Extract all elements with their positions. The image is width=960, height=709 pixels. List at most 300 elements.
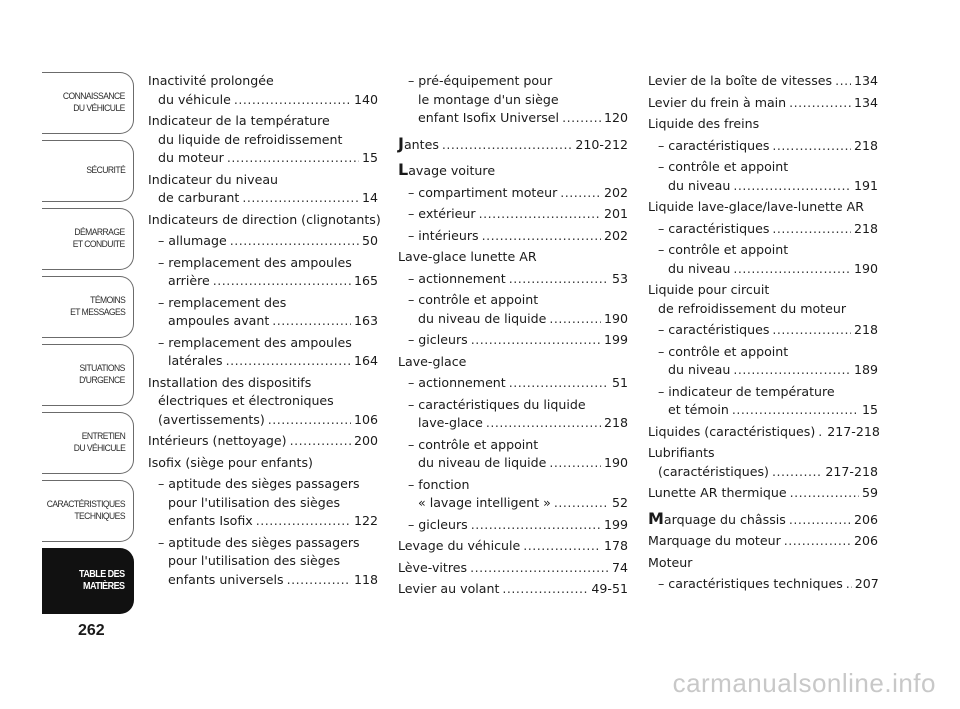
- index-entry: [398, 353, 628, 372]
- leader-dots: [549, 454, 601, 473]
- page-reference[interactable]: 199: [603, 516, 628, 532]
- chapter-tab[interactable]: [42, 276, 134, 338]
- chapter-tab[interactable]: [42, 548, 134, 614]
- page-reference[interactable]: 53: [611, 270, 628, 286]
- index-entry-line: [408, 331, 628, 350]
- index-entry-text: Levage du véhicule: [398, 538, 521, 553]
- index-entry-line: [648, 281, 878, 300]
- leader-dots: [818, 423, 824, 442]
- index-entry-line: [648, 423, 878, 442]
- index-entry-text: Lève-vitres: [398, 559, 468, 575]
- leader-dots: [234, 91, 351, 110]
- leader-dots: [772, 137, 851, 156]
- leader-dots: [549, 310, 601, 329]
- index-entry: [398, 248, 628, 267]
- index-entry-line: [658, 321, 878, 340]
- index-entry-line: [158, 334, 378, 353]
- index-entry-text: Liquide pour circuit: [648, 282, 770, 297]
- index-entry: [398, 580, 628, 599]
- leader-dots: [733, 177, 851, 196]
- page-reference[interactable]: 218: [603, 415, 628, 430]
- index-entry-line: [648, 300, 878, 319]
- page-reference[interactable]: 201: [603, 206, 628, 221]
- page-reference[interactable]: 178: [603, 538, 628, 553]
- index-entry-line: [148, 72, 378, 91]
- watermark: carmanualsonline.info: [672, 668, 936, 698]
- page-reference[interactable]: 202: [603, 184, 628, 200]
- index-entry-text: « lavage intelligent »: [418, 495, 551, 510]
- index-entry-text: – gicleurs: [408, 332, 468, 347]
- index-entry-text: enfant Isofix Universel: [418, 110, 560, 125]
- index-entry: [398, 227, 628, 246]
- index-entry-text: – remplacement des ampoules: [158, 254, 352, 270]
- chapter-tab-label: CONNAISSANCE DU VÉHICULE: [63, 91, 125, 114]
- index-entry-text: – contrôle et appoint: [658, 343, 789, 359]
- leader-dots: [486, 414, 601, 433]
- index-entry-text: – aptitude des sièges passagers: [158, 534, 360, 550]
- index-entry: [398, 161, 628, 181]
- index-entry-line: [408, 396, 628, 415]
- index-entry-text: arquage du châssis: [663, 511, 786, 527]
- index-entry-line: [148, 91, 378, 110]
- index-entry-text: – contrôle et appoint: [408, 292, 539, 307]
- page-reference[interactable]: 134: [853, 73, 878, 88]
- page-reference[interactable]: 217-218: [827, 423, 880, 439]
- index-entry-line: [408, 374, 628, 393]
- page-reference[interactable]: 190: [603, 455, 628, 470]
- index-entry-text: antes: [403, 136, 439, 152]
- index-entry-text: du véhicule: [158, 91, 231, 107]
- leader-dots: [471, 331, 601, 350]
- index-entry-text: arrière: [168, 273, 210, 288]
- index-entry: [648, 532, 878, 551]
- leader-dots: [479, 205, 601, 224]
- page-reference[interactable]: 207: [854, 576, 879, 591]
- index-entry-text: enfants Isofix: [168, 513, 253, 528]
- index-entry: [648, 444, 878, 481]
- leader-dots: [482, 227, 601, 246]
- index-entry: [648, 321, 878, 340]
- leader-dots: [789, 94, 851, 113]
- index-entry-line: [658, 343, 878, 362]
- index-entry-line: [148, 189, 378, 208]
- index-entry-line: [658, 241, 878, 260]
- index-entry-line: [648, 198, 878, 217]
- index-entry: [648, 281, 878, 318]
- index-entry: [648, 220, 878, 239]
- leader-dots: [790, 484, 859, 503]
- page-reference[interactable]: 206: [853, 533, 878, 548]
- index-entry-line: [408, 310, 628, 329]
- index-entry-line: [408, 270, 628, 289]
- index-entry: [648, 554, 878, 573]
- index-entry-line: [408, 91, 628, 110]
- leader-dots: [226, 352, 351, 371]
- index-entry-text: – aptitude des sièges passagers: [158, 476, 360, 491]
- chapter-tab-label: CARACTÉRISTIQUES TECHNIQUES: [46, 499, 125, 522]
- index-entry: [398, 396, 628, 433]
- index-entry-line: [398, 559, 628, 578]
- index-entry-line: [658, 383, 878, 402]
- index-entry-line: [408, 291, 628, 310]
- page-reference[interactable]: 140: [353, 91, 378, 107]
- page-reference[interactable]: 15: [861, 402, 878, 417]
- index-entry-line: [148, 432, 378, 451]
- index-entry-line: [658, 260, 878, 279]
- leader-dots: [733, 361, 851, 380]
- index-entry-text: Liquide des freins: [648, 116, 760, 131]
- index-entry-text: pour l'utilisation des sièges: [168, 553, 341, 568]
- index-entry-text: Inactivité prolongée: [148, 73, 274, 88]
- leader-dots: [846, 575, 852, 594]
- index-entry-text: Lubrifiants: [648, 445, 715, 460]
- index-entry-line: [408, 476, 628, 495]
- index-entry-text: du niveau de liquide: [418, 310, 547, 326]
- index-entry-line: [408, 205, 628, 224]
- index-entry: [148, 432, 378, 451]
- chapter-tab[interactable]: [42, 412, 134, 474]
- index-entry-text: – caractéristiques: [658, 220, 770, 236]
- index-entry: [398, 270, 628, 289]
- index-entry-text: Lave-glace: [398, 353, 467, 369]
- page-reference[interactable]: 199: [603, 332, 628, 347]
- leader-dots: [287, 571, 351, 590]
- leader-dots: [471, 516, 601, 535]
- index-entry-text: Indicateur du niveau: [148, 171, 279, 187]
- chapter-tab-label: SITUATIONS D'URGENCE: [79, 363, 125, 386]
- index-entry-text: – caractéristiques: [658, 322, 770, 337]
- page-reference[interactable]: 218: [853, 137, 878, 153]
- index-entry: [398, 72, 628, 128]
- index-entry-text: du moteur: [158, 150, 224, 165]
- index-entry-line: [148, 211, 381, 230]
- index-entry-line: [158, 552, 378, 571]
- index-entry: [648, 343, 878, 380]
- page-reference[interactable]: 51: [611, 375, 628, 390]
- index-entry-line: [408, 227, 628, 246]
- index-entry-text: – pré-équipement pour: [408, 73, 553, 88]
- page-reference[interactable]: 218: [853, 220, 878, 236]
- index-entry: [648, 383, 878, 420]
- index-entry: [148, 254, 378, 291]
- page-reference[interactable]: 202: [603, 227, 628, 243]
- index-entry-line: [158, 475, 378, 494]
- chapter-tabs: [42, 72, 134, 620]
- section-letter: J: [398, 133, 404, 153]
- page-reference[interactable]: 200: [353, 433, 378, 448]
- index-entry-text: électriques et électroniques: [158, 393, 334, 408]
- index-entry-text: – allumage: [158, 233, 227, 248]
- index-entry-line: [658, 137, 878, 156]
- index-entry: [398, 559, 628, 578]
- index-entry-line: [158, 352, 378, 371]
- index-entry-text: pour l'utilisation des sièges: [168, 494, 341, 510]
- leader-dots: [470, 559, 609, 578]
- index-entry: [398, 476, 628, 513]
- index-entry-text: le montage d'un siège: [418, 91, 559, 107]
- index-entry: [648, 241, 878, 278]
- index-entry-text: du liquide de refroidissement: [158, 131, 343, 147]
- leader-dots: [772, 220, 851, 239]
- page-reference[interactable]: 106: [353, 411, 378, 427]
- page-reference[interactable]: 190: [603, 310, 628, 326]
- index-entry: [398, 516, 628, 535]
- index-entry-text: – contrôle et appoint: [658, 159, 789, 174]
- index-entry: [398, 291, 628, 328]
- leader-dots: [509, 374, 609, 393]
- index-entry-text: avage voiture: [408, 163, 496, 178]
- page-reference[interactable]: 210-212: [575, 136, 628, 152]
- leader-dots: [502, 580, 588, 599]
- page-reference[interactable]: 164: [353, 353, 378, 368]
- index-entry-line: [158, 312, 378, 331]
- index-entry-text: lave-glace: [418, 415, 483, 430]
- index-entry-line: [148, 374, 378, 393]
- index-entry-text: Marquage du moteur: [648, 533, 781, 548]
- index-entry: [148, 534, 378, 590]
- index-entry-line: [408, 516, 628, 535]
- chapter-tab-label: DÉMARRAGE ET CONDUITE: [73, 227, 125, 250]
- index-entry-line: [408, 72, 628, 91]
- section-letter: M: [648, 508, 664, 528]
- index-entry-text: – actionnement: [408, 270, 506, 286]
- page-reference[interactable]: 52: [611, 495, 628, 510]
- index-entry-line: [648, 484, 878, 503]
- index-entry-line: [408, 414, 628, 433]
- index-entry-text: Levier de la boîte de vitesses: [648, 73, 833, 88]
- index-entry: [148, 72, 378, 109]
- page-reference[interactable]: 122: [353, 513, 378, 528]
- index-entry: [648, 198, 878, 217]
- leader-dots: [789, 511, 851, 530]
- index-entry-line: [158, 272, 378, 291]
- page-reference[interactable]: 163: [353, 313, 378, 328]
- index-entry-line: [148, 112, 378, 131]
- index-entry-text: – indicateur de température: [658, 383, 835, 399]
- index-entry: [398, 331, 628, 350]
- index-entry-text: Liquide lave-glace/lave-lunette AR: [648, 199, 864, 214]
- chapter-tab[interactable]: [42, 344, 134, 406]
- index-entry-line: [658, 575, 878, 594]
- leader-dots: [560, 184, 601, 203]
- index-entry-line: [398, 248, 628, 267]
- index-entry-line: [658, 401, 878, 420]
- leader-dots: [772, 321, 851, 340]
- index-entry-line: [408, 494, 628, 513]
- index-entry-text: du niveau: [668, 177, 731, 193]
- index-entry-text: – actionnement: [408, 375, 506, 390]
- index-entry-line: [158, 571, 378, 590]
- leader-dots: [523, 537, 601, 556]
- index-entry: [148, 374, 378, 430]
- index-entry-line: [148, 131, 378, 150]
- index-entry-line: [148, 149, 378, 168]
- index-entry-text: du niveau: [668, 260, 731, 276]
- index-entry-text: latérales: [168, 353, 223, 368]
- index-entry-line: [658, 177, 878, 196]
- index-entry-text: du niveau de liquide: [418, 455, 547, 470]
- index-entry-line: [158, 294, 378, 313]
- index-entry-text: ampoules avant: [168, 313, 270, 328]
- index-entry-line: [408, 109, 628, 128]
- page-reference[interactable]: 165: [353, 273, 378, 288]
- index-entry-text: – contrôle et appoint: [408, 436, 539, 452]
- leader-dots: [772, 463, 822, 482]
- index-entry: [648, 484, 878, 503]
- index-entry-text: Lave-glace lunette AR: [398, 249, 537, 264]
- leader-dots: [509, 270, 609, 289]
- index-entry-text: Liquides (caractéristiques): [648, 423, 816, 439]
- leader-dots: [230, 232, 359, 251]
- index-entry-text: – caractéristiques: [658, 137, 770, 153]
- index-entry-line: [648, 463, 878, 482]
- index-entry-text: – caractéristiques du liquide: [408, 396, 586, 412]
- index-column-1: [148, 72, 381, 589]
- leader-dots: [213, 272, 351, 291]
- index-entry-text: et témoin: [668, 402, 729, 417]
- page-reference[interactable]: 190: [853, 260, 878, 276]
- index-entry: [648, 575, 878, 594]
- index-entry-text: Intérieurs (nettoyage): [148, 433, 287, 448]
- index-entry-line: [158, 254, 378, 273]
- chapter-tab[interactable]: [42, 72, 134, 134]
- page-reference[interactable]: 218: [853, 322, 878, 337]
- page-reference[interactable]: 118: [353, 571, 378, 587]
- index-entry-line: [648, 554, 878, 573]
- index-entry-text: – caractéristiques techniques: [658, 576, 843, 591]
- page-reference[interactable]: 217-218: [825, 463, 878, 479]
- leader-dots: [242, 189, 359, 208]
- page-reference[interactable]: 206: [853, 511, 878, 527]
- page-reference[interactable]: 189: [853, 362, 878, 377]
- index-entry-line: [158, 494, 378, 513]
- index-entry-line: [658, 361, 878, 380]
- section-letter: L: [398, 160, 409, 179]
- index-entry-text: Indicateur de la température: [148, 113, 330, 128]
- index-column-3: [648, 72, 878, 594]
- index-entry-text: (caractéristiques): [658, 463, 769, 479]
- index-entry-line: [148, 392, 378, 411]
- leader-dots: [554, 494, 609, 513]
- index-entry: [148, 475, 378, 531]
- index-entry-line: [398, 580, 628, 599]
- index-entry-text: – intérieurs: [408, 227, 479, 243]
- index-entry-line: [158, 512, 378, 531]
- index-entry: [148, 232, 378, 251]
- index-entry: [648, 94, 878, 113]
- index-entry-text: – remplacement des: [158, 294, 287, 310]
- index-entry-line: [648, 72, 878, 91]
- index-entry: [398, 374, 628, 393]
- index-entry: [148, 294, 378, 331]
- index-entry-text: – extérieur: [408, 206, 476, 221]
- leader-dots: [733, 260, 851, 279]
- leader-dots: [784, 532, 851, 551]
- index-entry-text: Installation des dispositifs: [148, 374, 312, 390]
- leader-dots: [227, 149, 359, 168]
- page-reference[interactable]: 191: [853, 177, 878, 193]
- index-entry: [398, 436, 628, 473]
- index-entry: [648, 137, 878, 156]
- index-entry-line: [648, 532, 878, 551]
- page-reference[interactable]: 50: [361, 233, 378, 248]
- index-entry-text: – contrôle et appoint: [658, 242, 789, 257]
- page-reference[interactable]: 59: [861, 485, 878, 500]
- page-reference[interactable]: 49-51: [591, 581, 628, 596]
- index-entry-text: du niveau: [668, 362, 731, 377]
- index-entry-text: de refroidissement du moteur: [658, 300, 847, 316]
- page-reference[interactable]: 14: [361, 190, 378, 205]
- leader-dots: [256, 512, 351, 531]
- index-entry-text: Lunette AR thermique: [648, 485, 787, 500]
- index-entry-line: [398, 135, 628, 155]
- page-reference[interactable]: 120: [603, 110, 628, 125]
- index-entry-line: [158, 534, 378, 553]
- index-entry-line: [648, 444, 878, 463]
- index-entry: [648, 115, 878, 134]
- index-entry: [648, 72, 878, 91]
- index-entry: [648, 423, 878, 442]
- index-entry-line: [148, 411, 378, 430]
- index-entry-text: Levier du frein à main: [648, 94, 787, 110]
- leader-dots: [272, 312, 351, 331]
- index-entry-line: [408, 436, 628, 455]
- index-entry-line: [408, 454, 628, 473]
- index-entry: [148, 112, 378, 168]
- index-entry-text: – fonction: [408, 476, 470, 492]
- index-entry-text: Indicateurs de direction (clignotants): [148, 211, 381, 227]
- chapter-tab[interactable]: [42, 140, 134, 202]
- leader-dots: [732, 401, 859, 420]
- index-entry-text: – gicleurs: [408, 516, 468, 532]
- index-entry-text: – compartiment moteur: [408, 184, 558, 200]
- index-entry-line: [398, 161, 628, 181]
- index-entry-line: [648, 510, 878, 530]
- chapter-tab[interactable]: [42, 480, 134, 542]
- index-entry-text: enfants universels: [168, 571, 284, 587]
- chapter-tab-label: ENTRETIEN DU VÉHICULE: [73, 431, 125, 454]
- index-entry: [148, 334, 378, 371]
- index-entry-line: [648, 115, 878, 134]
- index-entry-text: (avertissements): [158, 411, 265, 427]
- chapter-tab-label: SÉCURITÉ: [86, 165, 125, 176]
- index-entry: [398, 205, 628, 224]
- index-entry: [398, 537, 628, 556]
- page-number: 262: [78, 622, 105, 639]
- page-reference[interactable]: 134: [853, 94, 878, 110]
- page-reference[interactable]: 74: [611, 559, 628, 575]
- index-entry-line: [408, 184, 628, 203]
- page-reference[interactable]: 15: [361, 150, 378, 165]
- leader-dots: [268, 411, 351, 430]
- index-entry-text: Levier au volant: [398, 581, 500, 596]
- index-entry: [398, 135, 628, 155]
- index-entry-line: [158, 232, 378, 251]
- index-entry-line: [658, 158, 878, 177]
- index-entry: [648, 510, 878, 530]
- index-entry-text: Moteur: [648, 554, 693, 570]
- chapter-tab-label: TABLE DES MATIÈRES: [79, 569, 125, 592]
- index-entry: [148, 171, 378, 208]
- index-entry: [398, 184, 628, 203]
- chapter-tab-label: TÉMOINS ET MESSAGES: [69, 295, 125, 318]
- index-entry-line: [148, 171, 378, 190]
- index-column-2: [398, 72, 628, 599]
- index-entry: [148, 454, 378, 473]
- index-entry-text: Isofix (siège pour enfants): [148, 454, 313, 470]
- leader-dots: [835, 72, 851, 91]
- chapter-tab[interactable]: [42, 208, 134, 270]
